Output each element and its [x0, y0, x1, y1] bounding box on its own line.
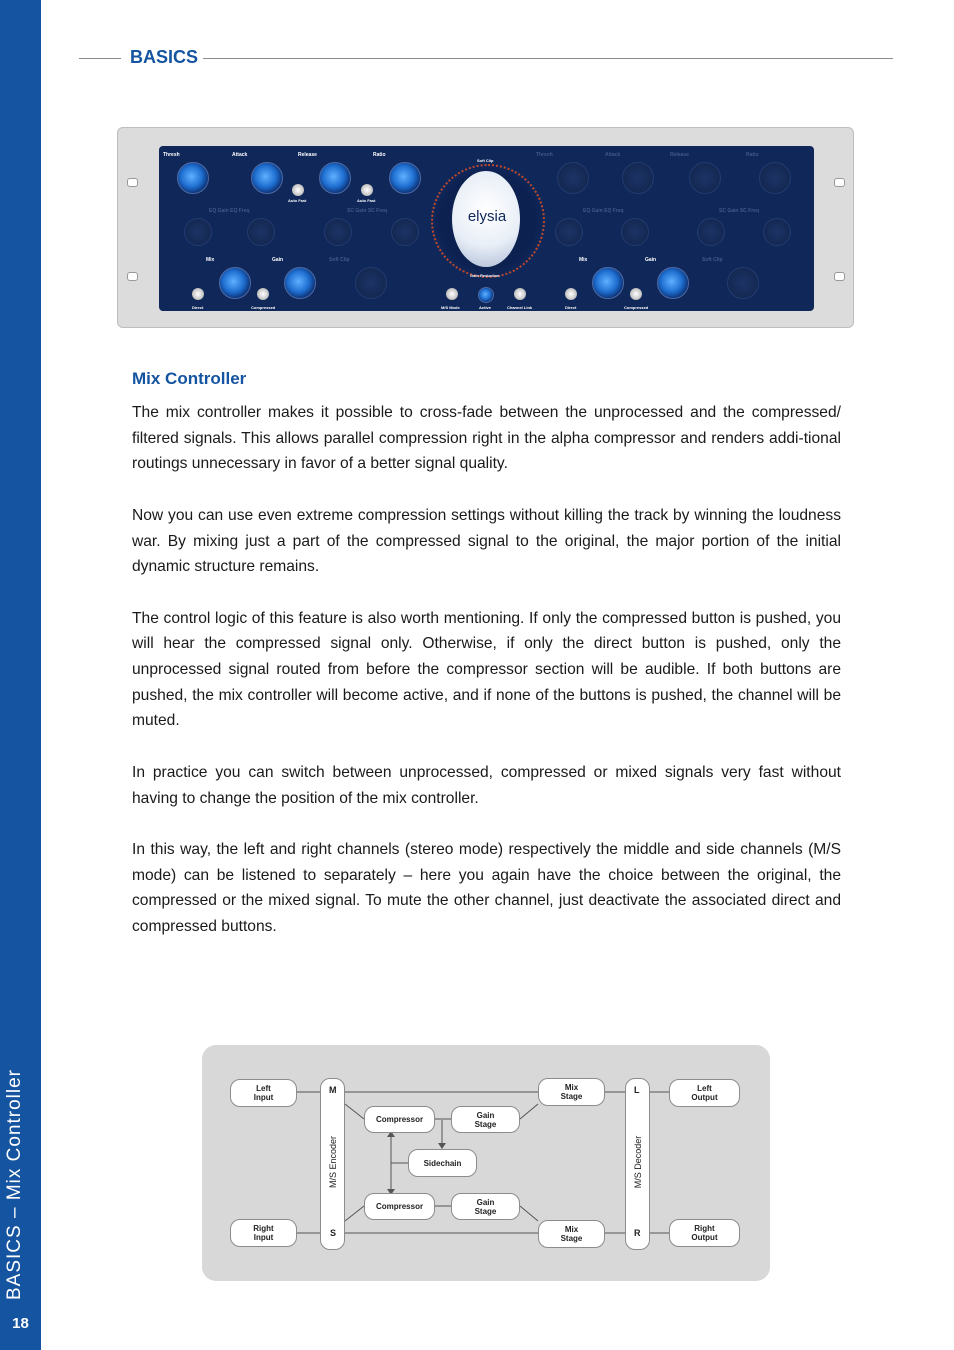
soft-clip-knob[interactable] [355, 267, 387, 299]
label-ms-mode: M/S Mode [441, 305, 460, 310]
gain-knob-right[interactable] [657, 267, 689, 299]
label-auto-fast: Auto Fast [288, 198, 307, 203]
label-release-right: Release [670, 152, 689, 158]
label-eq-gain-freq-right: EQ Gain EQ Freq [583, 208, 624, 214]
mix-stage-top-box: Mix Stage [538, 1078, 605, 1106]
paragraph: The mix controller makes it possible to cross-fade between the unprocessed and the compressed/ filtered signals. This allows parallel compression right in the alpha compressor and renders addi-tional routings unnecessary in favor of a better signal quality. [132, 404, 841, 473]
label-direct: Direct [192, 305, 204, 310]
label-attack: Attack [232, 152, 248, 158]
gain-knob[interactable] [284, 267, 316, 299]
sidechain-box: Sidechain [408, 1149, 477, 1177]
label-ratio: Ratio [373, 152, 386, 158]
label-thresh-right: Thresh [536, 152, 553, 158]
active-button[interactable] [478, 287, 494, 303]
right-output-box: Right Output [669, 1219, 740, 1247]
label-mix-right: Mix [579, 257, 588, 263]
rack-hole [834, 178, 845, 187]
label-sc-gain-freq: SC Gain SC Freq [347, 208, 388, 214]
mix-stage-bottom-box: Mix Stage [538, 1220, 605, 1248]
compressor-top-box: Compressor [364, 1106, 435, 1133]
label-compressed-right: Compressed [624, 305, 649, 310]
release-knob-right[interactable] [689, 162, 721, 194]
paragraph: Now you can use even extreme compression settings without killing the track by winning the loudness war. By mixing just a part of the compressed signal to the original, the major portion of the initial dynamic structure remains. [132, 506, 841, 576]
eq-freq-knob[interactable] [247, 218, 275, 246]
gain-stage-bottom-box: Gain Stage [451, 1193, 520, 1220]
paragraph: In this way, the left and right channels (stereo mode) respectively the middle and side channels (M/S mode) can be listened to separately – here you again have the choice between the original, the compressed or the mixed signal. To mute the other channel, just deactivate the associated direct and compressed buttons. [132, 840, 841, 935]
rack-hole [127, 272, 138, 281]
compressed-button-right[interactable] [630, 288, 642, 300]
sc-gain-knob[interactable] [324, 218, 352, 246]
eq-gain-knob[interactable] [184, 218, 212, 246]
section-header: BASICS [130, 47, 199, 67]
paragraph: In practice you can switch between unprocessed, compressed or mixed signals very fast without having to change the position of the mix controller. [132, 763, 841, 807]
direct-button[interactable] [192, 288, 204, 300]
decoder-r-label: R [634, 1228, 641, 1238]
section-title: Mix Controller [132, 369, 247, 388]
label-gain: Gain [272, 257, 284, 263]
sidebar-title: BASICS – Mix Controller [4, 1068, 25, 1300]
auto-fast-button-2[interactable] [361, 184, 373, 196]
eq-gain-knob-right[interactable] [555, 218, 583, 246]
ratio-knob[interactable] [389, 162, 421, 194]
thresh-knob[interactable] [177, 162, 209, 194]
body-text [132, 400, 841, 965]
gain-stage-top-box: Gain Stage [451, 1106, 520, 1133]
label-soft-clip-center: Soft Clip [477, 158, 494, 163]
paragraph: The control logic of this feature is also worth mentioning. If only the compressed button is pushed, you will hear the compressed signal only. Otherwise, if only the direct button is pushed, only the unprocessed signal routed from before the compressor section will be audible. If both buttons are pushed, the mix controller will become active, and if none of the buttons is pushed, the channel will be muted. [132, 609, 841, 730]
label-direct-right: Direct [565, 305, 577, 310]
label-attack-right: Attack [605, 152, 621, 158]
compressed-button[interactable] [257, 288, 269, 300]
label-active: Active [479, 305, 492, 310]
attack-knob[interactable] [251, 162, 283, 194]
label-gain-reduction: Gain Reduction [470, 273, 500, 278]
label-soft-clip: Soft Clip [329, 257, 350, 263]
label-ratio-right: Ratio [746, 152, 759, 158]
auto-fast-button[interactable] [292, 184, 304, 196]
rack-hole [834, 272, 845, 281]
label-auto-fast-2: Auto Fast [357, 198, 376, 203]
page-number: 18 [12, 1315, 29, 1332]
label-eq-gain-freq: EQ Gain EQ Freq [209, 208, 250, 214]
thresh-knob-right[interactable] [557, 162, 589, 194]
device-front-panel [159, 146, 814, 311]
decoder-label: M/S Decoder [633, 1135, 643, 1189]
ratio-knob-right[interactable] [759, 162, 791, 194]
left-output-box: Left Output [669, 1079, 740, 1107]
encoder-label: M/S Encoder [328, 1135, 338, 1189]
eq-freq-knob-right[interactable] [621, 218, 649, 246]
signal-flow-diagram [202, 1045, 770, 1281]
encoder-s-label: S [330, 1228, 337, 1238]
soft-clip-knob-right[interactable] [727, 267, 759, 299]
label-channel-link: Channel Link [507, 305, 533, 310]
rack-hole [127, 178, 138, 187]
compressor-bottom-box: Compressor [364, 1193, 435, 1220]
header-rule-right [203, 58, 893, 59]
mix-knob[interactable] [219, 267, 251, 299]
channel-link-button[interactable] [514, 288, 526, 300]
label-thresh: Thresh [163, 152, 180, 158]
label-soft-clip-right: Soft Clip [702, 257, 723, 263]
sc-freq-knob-right[interactable] [763, 218, 791, 246]
attack-knob-right[interactable] [622, 162, 654, 194]
label-mix: Mix [206, 257, 215, 263]
encoder-m-label: M [329, 1085, 337, 1095]
label-gain-right: Gain [645, 257, 657, 263]
sc-freq-knob[interactable] [391, 218, 419, 246]
right-input-box: Right Input [230, 1219, 297, 1247]
ms-mode-button[interactable] [446, 288, 458, 300]
label-release: Release [298, 152, 317, 158]
label-compressed: Compressed [251, 305, 276, 310]
label-sc-gain-freq-right: SC Gain SC Freq [719, 208, 760, 214]
mix-knob-right[interactable] [592, 267, 624, 299]
sc-gain-knob-right[interactable] [697, 218, 725, 246]
release-knob[interactable] [319, 162, 351, 194]
left-input-box: Left Input [230, 1079, 297, 1107]
decoder-l-label: L [634, 1085, 640, 1095]
direct-button-right[interactable] [565, 288, 577, 300]
elysia-logo: elysia [467, 208, 507, 225]
header-rule-left [79, 58, 121, 59]
